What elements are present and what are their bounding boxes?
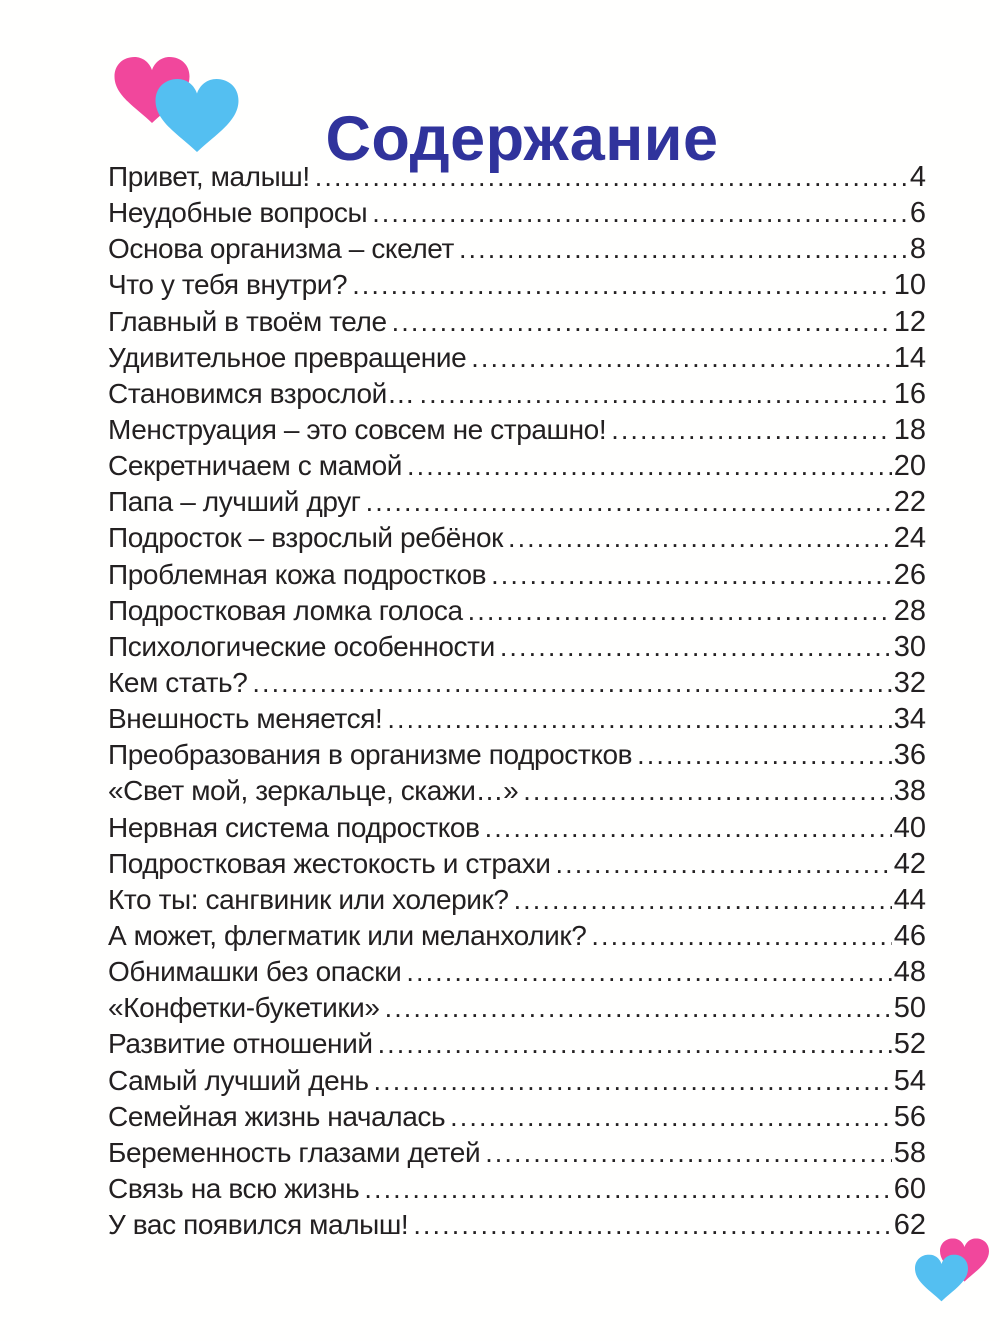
toc-entry bbox=[108, 233, 926, 269]
page-title: Содержание bbox=[325, 104, 719, 175]
toc-entry-page: 4 bbox=[909, 161, 926, 193]
toc-entry-page: 58 bbox=[893, 1136, 926, 1169]
dot-leader bbox=[471, 342, 891, 374]
toc-entry bbox=[108, 703, 926, 739]
toc-entry bbox=[108, 486, 926, 522]
toc-entry-title: Обнимашки без опаски bbox=[108, 956, 402, 988]
toc-entry bbox=[108, 306, 926, 342]
toc-entry-page: 8 bbox=[909, 233, 926, 266]
toc-entry-page: 22 bbox=[893, 486, 926, 519]
toc-entry-page: 16 bbox=[893, 377, 926, 410]
dot-leader bbox=[407, 450, 892, 482]
dot-leader bbox=[374, 1065, 892, 1097]
toc-entry bbox=[108, 1101, 926, 1137]
toc-entry-page: 12 bbox=[893, 305, 926, 338]
toc-entry bbox=[108, 414, 926, 450]
dot-leader bbox=[378, 1028, 892, 1060]
toc-entry-title: У вас появился малыш! bbox=[108, 1209, 409, 1241]
toc-entry-page: 14 bbox=[893, 341, 926, 374]
toc-entry bbox=[108, 1065, 926, 1101]
toc-entry-title: Нервная система подростков bbox=[108, 811, 480, 843]
toc-entry-page: 20 bbox=[893, 450, 926, 483]
toc-entry-page: 6 bbox=[909, 197, 926, 230]
toc-entry bbox=[108, 1173, 926, 1209]
toc-entry-title: Подростковая жестокость и страхи bbox=[108, 847, 551, 879]
toc-entry bbox=[108, 1137, 926, 1173]
toc-entry-title: Кем стать? bbox=[108, 666, 248, 698]
dot-leader bbox=[508, 522, 892, 554]
dot-leader bbox=[500, 631, 892, 663]
toc-entry-title: Главный в твоём теле bbox=[108, 305, 387, 337]
toc-entry bbox=[108, 631, 926, 667]
dot-leader bbox=[514, 884, 892, 916]
toc-entry-title: «Конфетки-букетики» bbox=[108, 992, 380, 1024]
toc-entry-page: 30 bbox=[893, 630, 926, 663]
toc-entry bbox=[108, 559, 926, 595]
toc-entry-page: 10 bbox=[893, 269, 926, 302]
dot-leader bbox=[252, 667, 891, 699]
toc-entry-page: 60 bbox=[893, 1172, 926, 1205]
dot-leader bbox=[413, 1209, 891, 1241]
dot-leader bbox=[364, 1173, 891, 1205]
toc-entry bbox=[108, 1028, 926, 1064]
toc-entry bbox=[108, 956, 926, 992]
toc-entry-page: 36 bbox=[893, 739, 926, 772]
toc-entry-title: Подростковая ломка голоса bbox=[108, 594, 463, 626]
toc-entry bbox=[108, 197, 926, 233]
toc-entry-title: Проблемная кожа подростков bbox=[108, 558, 487, 590]
dot-leader bbox=[385, 992, 892, 1024]
dot-leader bbox=[611, 414, 892, 446]
dot-leader bbox=[387, 703, 891, 735]
table-of-contents bbox=[108, 161, 926, 1245]
toc-entry-title: Менструация – это совсем не страшно! bbox=[108, 413, 607, 445]
toc-entry bbox=[108, 522, 926, 558]
dot-leader bbox=[485, 812, 892, 844]
toc-entry-page: 54 bbox=[893, 1064, 926, 1097]
dot-leader bbox=[372, 197, 908, 229]
toc-entry-page: 50 bbox=[893, 992, 926, 1025]
toc-entry-title: Привет, малыш! bbox=[108, 161, 310, 192]
dot-leader bbox=[366, 486, 892, 518]
toc-entry-title: Основа организма – скелет bbox=[108, 233, 454, 265]
dot-leader bbox=[523, 775, 891, 807]
toc-entry bbox=[108, 739, 926, 775]
toc-entry-title: Преобразования в организме подростков bbox=[108, 739, 633, 771]
toc-entry-title: А может, флегматик или меланхолик? bbox=[108, 919, 587, 951]
dot-leader bbox=[315, 161, 908, 193]
toc-entry-title: Что у тебя внутри? bbox=[108, 269, 348, 301]
toc-entry-page: 32 bbox=[893, 666, 926, 699]
toc-entry-page: 62 bbox=[893, 1209, 926, 1242]
dot-leader bbox=[406, 956, 891, 988]
toc-entry bbox=[108, 1209, 926, 1245]
toc-entry-title: Кто ты: сангвиник или холерик? bbox=[108, 883, 509, 915]
toc-entry bbox=[108, 450, 926, 486]
toc-entry-title: Самый лучший день bbox=[108, 1064, 369, 1096]
toc-entry-title: Подросток – взрослый ребёнок bbox=[108, 522, 503, 554]
toc-entry-page: 28 bbox=[893, 594, 926, 627]
toc-entry-title: Внешность меняется! bbox=[108, 703, 383, 735]
toc-entry-title: Беременность глазами детей bbox=[108, 1136, 481, 1168]
toc-entry-page: 40 bbox=[893, 811, 926, 844]
dot-leader bbox=[491, 559, 892, 591]
dot-leader bbox=[637, 739, 892, 771]
toc-entry-page: 38 bbox=[893, 775, 926, 808]
toc-entry bbox=[108, 920, 926, 956]
toc-entry-title: «Свет мой, зеркальце, скажи…» bbox=[108, 775, 519, 807]
hearts-decoration-bottom-right bbox=[915, 1237, 993, 1305]
toc-entry-title: Удивительное превращение bbox=[108, 341, 467, 373]
toc-entry-title: Развитие отношений bbox=[108, 1028, 373, 1060]
toc-entry-title: Папа – лучший друг bbox=[108, 486, 361, 518]
toc-entry bbox=[108, 884, 926, 920]
toc-entry-page: 44 bbox=[893, 883, 926, 916]
toc-entry bbox=[108, 378, 926, 414]
toc-entry bbox=[108, 269, 926, 305]
toc-entry-title: Неудобные вопросы bbox=[108, 197, 368, 229]
toc-entry-title: Секретничаем с мамой bbox=[108, 450, 403, 482]
toc-entry-page: 26 bbox=[893, 558, 926, 591]
toc-entry-page: 52 bbox=[893, 1028, 926, 1061]
toc-entry-page: 18 bbox=[893, 413, 926, 446]
toc-entry bbox=[108, 342, 926, 378]
toc-entry-title: Психологические особенности bbox=[108, 630, 495, 662]
toc-entry-page: 24 bbox=[893, 522, 926, 555]
toc-entry bbox=[108, 812, 926, 848]
dot-leader bbox=[485, 1137, 892, 1169]
toc-entry-title: Становимся взрослой… bbox=[108, 377, 415, 409]
toc-entry bbox=[108, 775, 926, 811]
toc-entry-title: Семейная жизнь началась bbox=[108, 1100, 446, 1132]
dot-leader bbox=[591, 920, 891, 952]
toc-entry-page: 42 bbox=[893, 847, 926, 880]
dot-leader bbox=[556, 848, 892, 880]
dot-leader bbox=[468, 595, 892, 627]
toc-entry-page: 34 bbox=[893, 703, 926, 736]
dot-leader bbox=[419, 378, 891, 410]
toc-entry bbox=[108, 992, 926, 1028]
dot-leader bbox=[352, 269, 892, 301]
toc-entry-title: Связь на всю жизнь bbox=[108, 1172, 360, 1204]
dot-leader bbox=[450, 1101, 892, 1133]
toc-entry bbox=[108, 161, 926, 197]
toc-entry-page: 46 bbox=[893, 919, 926, 952]
blue-heart-icon bbox=[915, 1254, 968, 1302]
toc-entry-page: 48 bbox=[893, 956, 926, 989]
toc-entry bbox=[108, 848, 926, 884]
dot-leader bbox=[392, 306, 892, 338]
toc-entry bbox=[108, 595, 926, 631]
toc-entry bbox=[108, 667, 926, 703]
dot-leader bbox=[459, 233, 908, 265]
toc-entry-page: 56 bbox=[893, 1100, 926, 1133]
